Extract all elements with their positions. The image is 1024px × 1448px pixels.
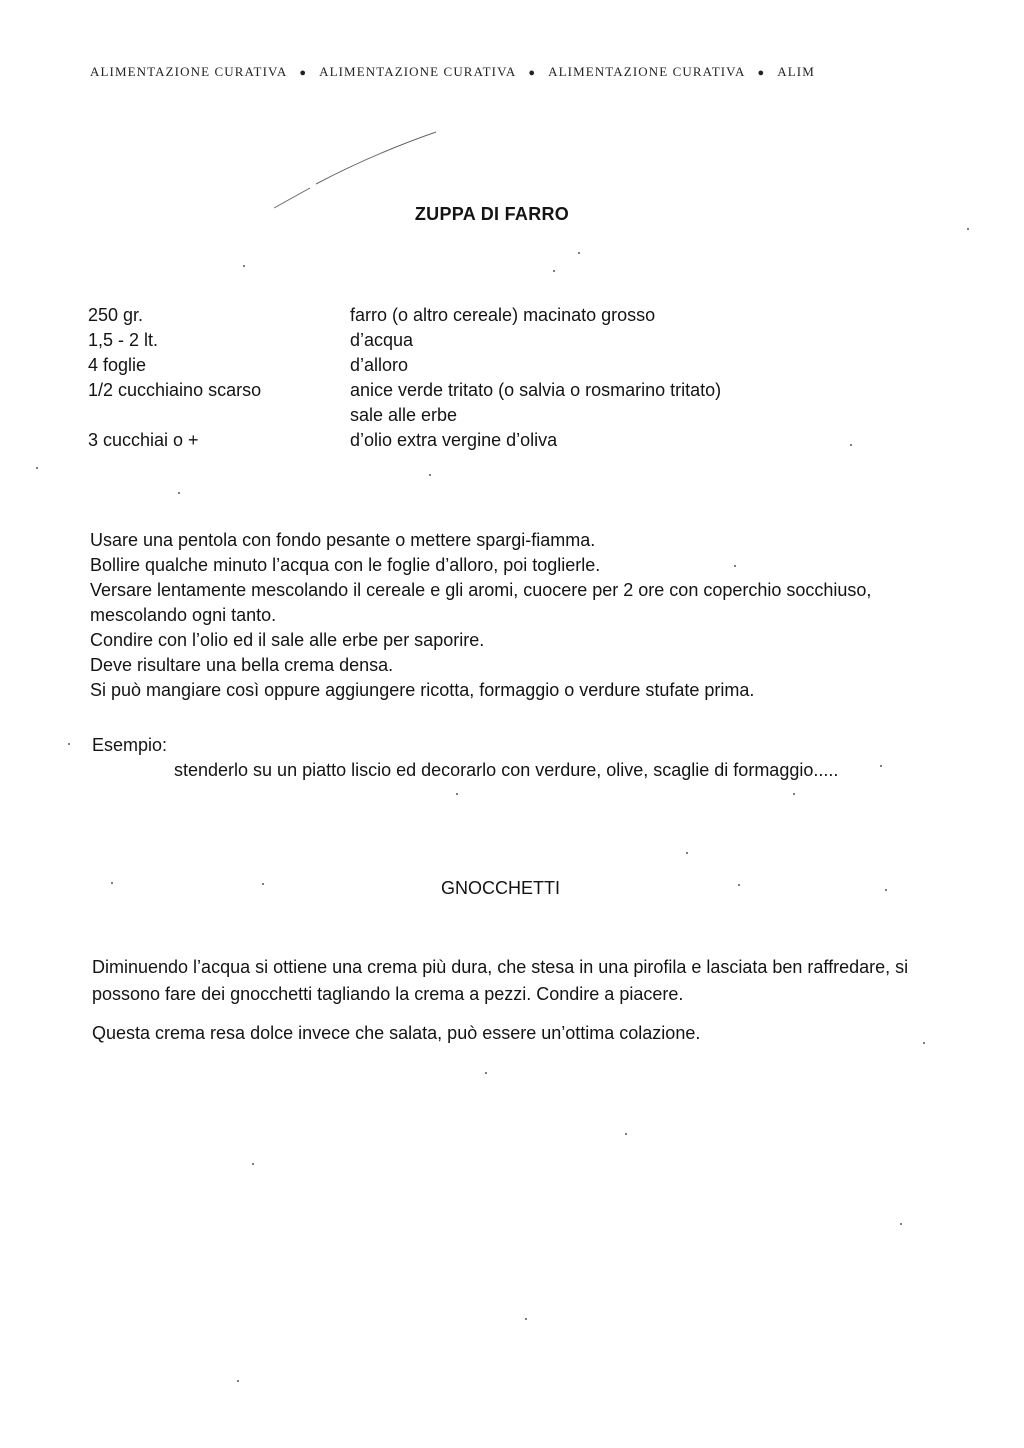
header-segment: ALIMENTAZIONE CURATIVA [548, 64, 746, 79]
instruction-line: Si può mangiare così oppure aggiungere ricotta, formaggio o verdure stufate prima. [90, 680, 755, 700]
ingredient-description: anice verde tritato (o salvia o rosmarino tritato) [350, 380, 722, 400]
ingredient-row [88, 378, 848, 403]
ingredient-quantity [88, 403, 350, 428]
scan-speck [793, 793, 795, 795]
scan-speck [686, 852, 688, 854]
bullet-icon: ● [299, 67, 308, 79]
example-section [92, 733, 872, 783]
scan-speck [178, 492, 180, 494]
instruction-line: Usare una pentola con fondo pesante o mettere spargi-fiamma. [90, 530, 596, 550]
scan-speck [237, 1380, 239, 1382]
example-label: Esempio: [92, 735, 168, 755]
ingredient-description: d’acqua [350, 330, 414, 350]
ingredient-quantity: 3 cucchiai o + [88, 430, 199, 450]
scan-speck [738, 884, 740, 886]
scan-speck [111, 882, 113, 884]
ingredient-description: sale alle erbe [350, 405, 458, 425]
ingredient-quantity: 250 gr. [88, 305, 144, 325]
running-header [90, 64, 950, 80]
ingredient-row [88, 303, 848, 328]
ingredient-row [88, 428, 848, 453]
scan-speck [429, 474, 431, 476]
scan-speck [485, 1072, 487, 1074]
scan-speck [36, 467, 38, 469]
pen-stroke-mark [270, 128, 440, 213]
instruction-line: Condire con l’olio ed il sale alle erbe per saporire. [90, 630, 485, 650]
scan-speck [252, 1163, 254, 1165]
ingredient-quantity: 1,5 - 2 lt. [88, 330, 159, 350]
scan-speck [880, 765, 882, 767]
ingredient-description: d’alloro [350, 355, 409, 375]
scan-speck [900, 1223, 902, 1225]
ingredient-quantity: 4 foglie [88, 355, 147, 375]
ingredient-row [88, 353, 848, 378]
scan-speck [525, 1318, 527, 1320]
header-segment: ALIMENTAZIONE CURATIVA [90, 64, 288, 79]
ingredient-description: d’olio extra vergine d’oliva [350, 430, 558, 450]
scan-speck [262, 883, 264, 885]
scan-speck [923, 1042, 925, 1044]
scan-speck [625, 1133, 627, 1135]
header-segment: ALIM [777, 64, 815, 79]
header-segment: ALIMENTAZIONE CURATIVA [319, 64, 517, 79]
instruction-line: Versare lentamente mescolando il cereale e gli aromi, cuocere per 2 ore con coperchio socchiuso, mescolando ogni tanto. [90, 580, 872, 625]
scan-speck [68, 743, 70, 745]
ingredients-list [88, 303, 848, 453]
page-title: ZUPPA DI FARRO [414, 204, 570, 224]
instructions [90, 528, 890, 703]
scan-speck [553, 270, 555, 272]
scan-speck [243, 265, 245, 267]
scan-speck [885, 889, 887, 891]
ingredient-row [88, 328, 848, 353]
gnocchetti-paragraph: Questa crema resa dolce invece che salata, può essere un’ottima colazione. [92, 1023, 701, 1043]
ingredient-row [88, 403, 848, 428]
scan-speck [967, 228, 969, 230]
example-text: stenderlo su un piatto liscio ed decorarlo con verdure, olive, scaglie di formaggio..... [174, 760, 839, 780]
scan-speck [734, 565, 736, 567]
instruction-line: Bollire qualche minuto l’acqua con le foglie d’alloro, poi toglierle. [90, 555, 601, 575]
section-subtitle: GNOCCHETTI [441, 878, 560, 898]
ingredient-quantity: 1/2 cucchiaino scarso [88, 380, 262, 400]
bullet-icon: ● [528, 67, 537, 79]
scan-speck [456, 793, 458, 795]
bullet-icon: ● [757, 67, 766, 79]
scan-speck [578, 252, 580, 254]
scan-speck [850, 444, 852, 446]
ingredient-description: farro (o altro cereale) macinato grosso [350, 305, 656, 325]
gnocchetti-section [92, 954, 912, 1047]
gnocchetti-paragraph: Diminuendo l’acqua si ottiene una crema più dura, che stesa in una pirofila e lasciata ben raffredare, si possono fare dei gnocchetti tagliando la crema a pezzi. Condire a piacere. [92, 957, 909, 1004]
instruction-line: Deve risultare una bella crema densa. [90, 655, 394, 675]
